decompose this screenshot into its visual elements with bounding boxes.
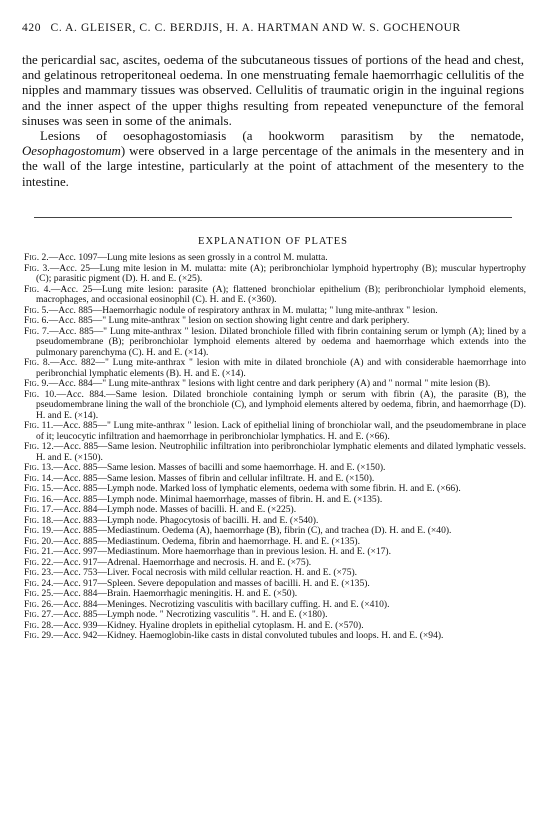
figure-label: Fig. 11.	[24, 420, 54, 431]
plate-caption	[24, 421, 526, 442]
paragraph-2-end: ) were observed in a large percentage of the animals in the mesentery and in the wall of the large intestine, particularly at the point of attachment of the mesentery to the intestine.	[22, 144, 524, 189]
figure-caption-text: —Acc. 917—Spleen. Severe depopulation and masses of bacilli. H. and E. (×135).	[53, 577, 370, 589]
figure-label: Fig. 10.	[24, 388, 57, 400]
figure-caption-text: —Acc. 884—Lymph node. Masses of bacilli. H. and E. (×225).	[53, 504, 297, 515]
figure-label: Fig. 17.	[24, 504, 54, 515]
figure-caption-text: —Acc. 885—Mediastinum. Oedema, fibrin and haemorrhage. H. and E. (×135).	[53, 535, 360, 547]
author-line: C. A. GLEISER, C. C. BERDJIS, H. A. HARTMAN AND W. S. GOCHENOUR	[50, 22, 461, 34]
figure-caption-text: —Acc. 885—Same lesion. Neutrophilic infiltration into peribronchiolar lymphatic elements and dilated lymphatic vessels. H. and E. (×150).	[36, 441, 527, 463]
figure-label: Fig. 6.	[24, 315, 49, 326]
body-text	[22, 53, 524, 190]
figure-label: Fig. 29.	[24, 630, 54, 641]
figure-caption-text: —Acc. 885—" Lung mite-anthrax " lesion. Dilated bronchiole filled with fibrin containing serum or lymph (A); lined by a pseudomembrane (B); peribronchiolar lymphoid elements altered by oedema and haemorrhage which extends into the pulmonary parenchyma (C). H. and E. (×14).	[36, 325, 526, 358]
running-header	[22, 22, 532, 38]
figure-caption-text: —Acc. 884—Meninges. Necrotizing vasculitis with bacillary cuffing. H. and E. (×410).	[53, 598, 390, 610]
genus-name: Oesophagostomum	[22, 144, 121, 159]
figure-label: Fig. 2.	[24, 252, 49, 263]
figure-caption-text: —Acc. 885—" Lung mite-anthrax " lesion on section showing light centre and dark periphery.	[48, 315, 410, 326]
figure-label: Fig. 8.	[24, 357, 51, 368]
figure-caption-text: —Acc. 885—Lymph node. Marked loss of lymphatic elements, oedema with some fibrin. H. and E. (×66).	[53, 483, 461, 494]
figure-label: Fig. 25.	[24, 588, 54, 599]
figure-label: Fig. 21.	[24, 546, 54, 557]
figure-label: Fig. 14.	[24, 472, 54, 484]
figure-caption-text: —Acc. 939—Kidney. Hyaline droplets in epithelial cytoplasm. H. and E. (×570).	[53, 619, 364, 631]
figure-label: Fig. 22.	[24, 556, 54, 568]
figure-caption-text: —Acc. 25—Lung mite lesion: parasite (A); flattened bronchiolar epithelium (B); peribronchiolar lymphoid elements, macrophages, and occasional eosinophil (C). H. and E. (×360).	[36, 283, 526, 305]
plate-caption	[24, 285, 526, 306]
figure-caption-text: —Acc. 997—Mediastinum. More haemorrhage than in previous lesion. H. and E. (×17).	[53, 546, 391, 557]
plate-caption	[24, 358, 526, 379]
figure-label: Fig. 3.	[24, 262, 50, 274]
figure-caption-text: —Acc. 753—Liver. Focal necrosis with mild cellular reaction. H. and E. (×75).	[53, 567, 358, 578]
figure-caption-text: —Acc. 883—Lymph node. Phagocytosis of bacilli. H. and E. (×540).	[53, 514, 319, 526]
figure-caption-text: —Acc. 25—Lung mite lesion in M. mulatta: mite (A); peribronchiolar lymphoid hypertrophy (B); muscular hypertrophy (C); parasitic pigment (D). H. and E. (×25).	[36, 262, 526, 284]
figure-caption-text: —Acc. 917—Adrenal. Haemorrhage and necrosis. H. and E. (×75).	[53, 556, 312, 568]
figure-caption-text: —Acc. 884—" Lung mite-anthrax " lesions with light centre and dark periphery (A) and " normal " mite lesion (B).	[48, 378, 491, 389]
section-divider	[34, 217, 512, 218]
figure-caption-text: —Acc. 1097—Lung mite lesions as seen grossly in a control M. mulatta.	[48, 252, 328, 263]
plates-heading: EXPLANATION OF PLATES	[198, 236, 348, 247]
figure-caption-text: —Acc. 885—Mediastinum. Oedema (A), haemorrhage (B), fibrin (C), and trachea (D). H. and E. (×40).	[53, 525, 452, 536]
figure-label: Fig. 7.	[24, 325, 50, 337]
figure-label: Fig. 4.	[24, 283, 51, 295]
figure-label: Fig. 15.	[24, 483, 54, 494]
plate-caption	[24, 442, 526, 463]
figure-caption-text: —Acc. 885—Same lesion. Masses of bacilli and some haemorrhage. H. and E. (×150).	[53, 462, 386, 473]
page-number: 420	[22, 22, 42, 34]
figure-label: Fig. 20.	[24, 535, 54, 547]
figure-label: Fig. 9.	[24, 378, 49, 389]
plates-list	[24, 253, 526, 642]
figure-caption-text: —Acc. 884—Brain. Haemorrhagic meningitis. H. and E. (×50).	[53, 588, 298, 599]
figure-label: Fig. 27.	[24, 609, 54, 620]
figure-label: Fig. 16.	[24, 493, 54, 505]
figure-label: Fig. 19.	[24, 525, 54, 536]
figure-caption-text: —Acc. 942—Kidney. Haemoglobin-like casts in distal convoluted tubules and loops. H. and E. (×94).	[53, 630, 444, 641]
paragraph-2-start: Lesions of oesophagostomiasis (a hookworm parasitism by the nematode,	[40, 129, 524, 144]
figure-label: Fig. 12.	[24, 441, 54, 452]
paragraph-2	[22, 129, 524, 190]
figure-caption-text: —Acc. 882—" Lung mite-anthrax " lesion with mite in dilated bronchiole (A) and with considerable haemorrhage into peribronchial lymphatic elements (B). H. and E. (×14).	[36, 357, 526, 379]
figure-caption-text: —Acc. 884.—Same lesion. Dilated bronchiole containing lymph or serum with fibrin (A), the parasite (B), the pseudomembrane lining the wall of the bronchiole (C), and lymphoid elements altered by oedema, fibrin, and haemorrhage (D). H. and E. (×14).	[36, 388, 526, 421]
figure-label: Fig. 23.	[24, 567, 54, 578]
plate-caption	[24, 390, 526, 422]
figure-label: Fig. 5.	[24, 304, 49, 316]
plate-caption	[24, 327, 526, 359]
figure-label: Fig. 24.	[24, 577, 54, 589]
plate-caption	[24, 631, 526, 642]
paragraph-1: the pericardial sac, ascites, oedema of the subcutaneous tissues of portions of the head and chest, and gelatinous retroperitoneal oedema. In one menstruating female haemorrhagic cellulitis of the nipples and mammary tissues was observed. Cellulitis of traumatic origin in the inguinal regions and the inner aspect of the upper thighs resulting from repeated venepuncture of the femoral sinuses was seen in some of the animals.	[22, 53, 524, 128]
figure-label: Fig. 28.	[24, 619, 54, 631]
figure-caption-text: —Acc. 885—Same lesion. Masses of fibrin and cellular infiltrate. H. and E. (×150).	[53, 472, 375, 484]
figure-caption-text: —Acc. 885—Lymph node. " Necrotizing vasculitis ". H. and E. (×180).	[53, 609, 328, 620]
figure-caption-text: —Acc. 885—Lymph node. Minimal haemorrhage, masses of fibrin. H. and E. (×135).	[53, 493, 383, 505]
figure-label: Fig. 13.	[24, 462, 54, 473]
figure-label: Fig. 18.	[24, 514, 54, 526]
plate-caption	[24, 264, 526, 285]
figure-caption-text: —Acc. 885—Haemorrhagic nodule of respiratory anthrax in M. mulatta; " lung mite-anthrax " lesion.	[48, 304, 438, 316]
figure-label: Fig. 26.	[24, 598, 54, 610]
figure-caption-text: —Acc. 885—" Lung mite-anthrax " lesion. Lack of epithelial lining of bronchiolar wall, and the pseudomembrane in place of it; leucocytic infiltration and haemorrhage in peribronchiolar lymphatics. H. and E. (×66).	[36, 420, 526, 442]
